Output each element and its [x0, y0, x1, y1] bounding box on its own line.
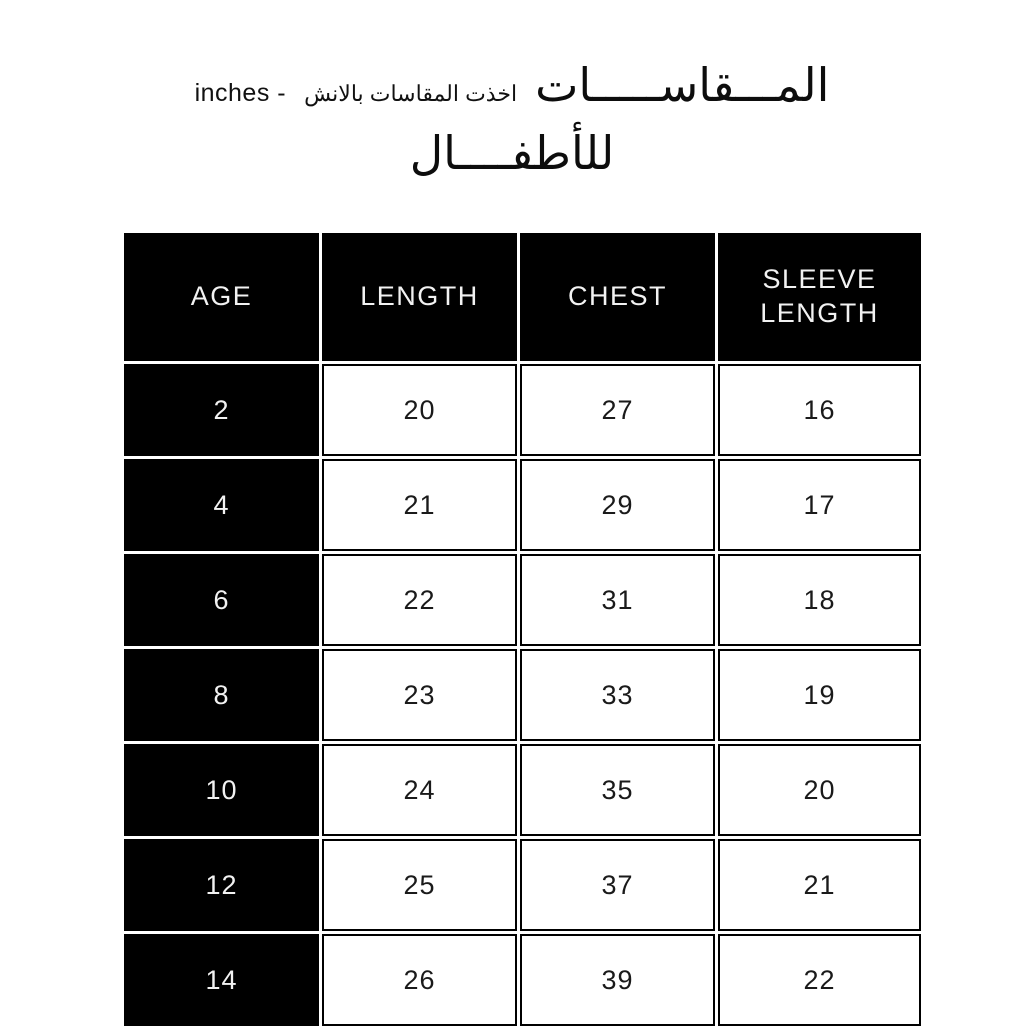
- cell-sleeve: 18: [718, 554, 921, 646]
- subtitle-inches: inches -: [194, 79, 287, 107]
- cell-length: 20: [322, 364, 517, 456]
- table-row: [124, 839, 921, 931]
- cell-chest: 29: [520, 459, 715, 551]
- cell-sleeve: 22: [718, 934, 921, 1026]
- cell-length: 25: [322, 839, 517, 931]
- cell-chest: 27: [520, 364, 715, 456]
- size-table: [121, 230, 924, 1029]
- size-table-container: [121, 230, 903, 1029]
- cell-age: 10: [124, 744, 319, 836]
- column-header-length: LENGTH: [322, 233, 517, 361]
- heading-first-line: [0, 58, 1024, 112]
- column-header-age: AGE: [124, 233, 319, 361]
- table-header-row: [124, 233, 921, 361]
- cell-age: 12: [124, 839, 319, 931]
- column-header-sleeve-length: SLEEVE LENGTH: [718, 233, 921, 361]
- table-header: [124, 233, 921, 361]
- cell-chest: 33: [520, 649, 715, 741]
- cell-age: 14: [124, 934, 319, 1026]
- cell-sleeve: 20: [718, 744, 921, 836]
- cell-chest: 31: [520, 554, 715, 646]
- page-title: المـــقاســـــات: [535, 59, 830, 111]
- cell-age: 4: [124, 459, 319, 551]
- cell-chest: 37: [520, 839, 715, 931]
- table-body: [124, 364, 921, 1026]
- subtitle-arabic: اخذت المقاسات بالانش: [304, 81, 518, 106]
- cell-length: 22: [322, 554, 517, 646]
- table-row: [124, 459, 921, 551]
- table-row: [124, 744, 921, 836]
- cell-sleeve: 19: [718, 649, 921, 741]
- table-row: [124, 364, 921, 456]
- cell-length: 26: [322, 934, 517, 1026]
- cell-sleeve: 16: [718, 364, 921, 456]
- cell-sleeve: 17: [718, 459, 921, 551]
- table-row: [124, 934, 921, 1026]
- table-row: [124, 649, 921, 741]
- page-heading: [0, 58, 1024, 180]
- cell-age: 8: [124, 649, 319, 741]
- cell-sleeve: 21: [718, 839, 921, 931]
- cell-chest: 35: [520, 744, 715, 836]
- cell-age: 2: [124, 364, 319, 456]
- cell-chest: 39: [520, 934, 715, 1026]
- cell-length: 24: [322, 744, 517, 836]
- table-row: [124, 554, 921, 646]
- column-header-chest: CHEST: [520, 233, 715, 361]
- cell-age: 6: [124, 554, 319, 646]
- page-subtitle-children: للأطفــــال: [409, 127, 615, 179]
- cell-length: 21: [322, 459, 517, 551]
- cell-length: 23: [322, 649, 517, 741]
